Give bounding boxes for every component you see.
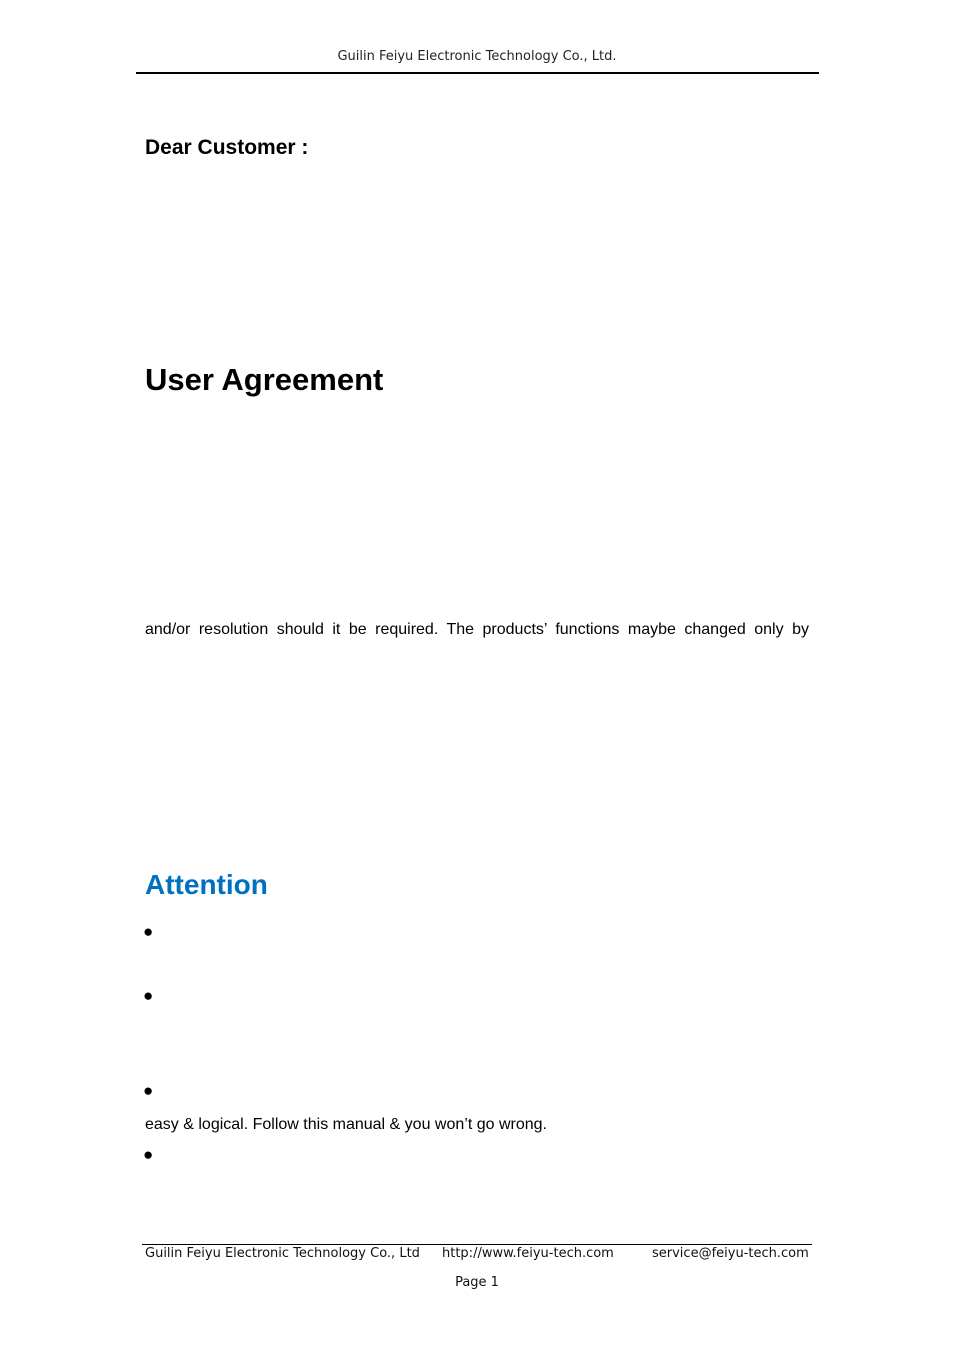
attention-heading: Attention <box>145 869 268 900</box>
bullet-icon: ● <box>143 1145 154 1164</box>
bullet-icon: ● <box>143 922 154 941</box>
footer-website-link[interactable]: http://www.feiyu-tech.com <box>442 1246 614 1261</box>
attention-text-line: easy & logical. Follow this manual & you won’t go wrong. <box>145 1116 547 1133</box>
bullet-icon: ● <box>143 986 154 1005</box>
footer-company-name: Guilin Feiyu Electronic Technology Co., Ltd <box>145 1246 420 1261</box>
greeting-heading: Dear Customer : <box>145 136 309 159</box>
header-divider <box>136 72 819 74</box>
footer-email-link[interactable]: service@feiyu-tech.com <box>652 1246 809 1261</box>
header-company-name: Guilin Feiyu Electronic Technology Co., Ltd. <box>337 49 617 64</box>
page-number: Page 1 <box>455 1275 499 1290</box>
footer-divider <box>142 1244 812 1245</box>
user-agreement-text-line: and/or resolution should it be required. The products’ functions maybe changed only by <box>145 621 809 638</box>
bullet-icon: ● <box>143 1081 154 1100</box>
user-agreement-heading: User Agreement <box>145 362 384 397</box>
